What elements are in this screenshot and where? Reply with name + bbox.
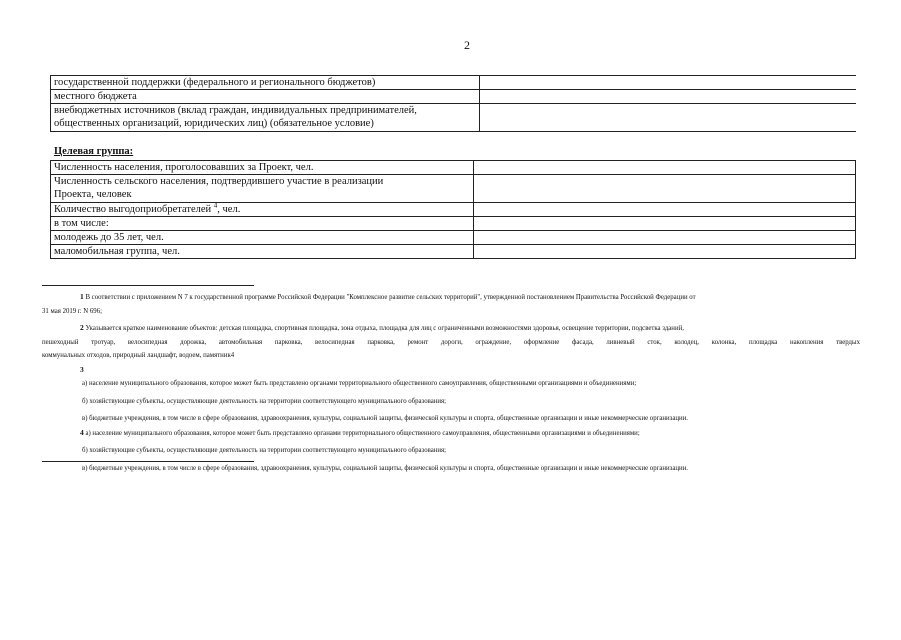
table-row bbox=[51, 245, 856, 259]
target-value[interactable] bbox=[474, 217, 856, 231]
target-value[interactable] bbox=[474, 231, 856, 245]
target-label-line: Численность сельского населения, подтвердившего участие в реализации bbox=[54, 176, 384, 187]
target-label: Численность населения, проголосовавших за Проект, чел. bbox=[51, 161, 474, 175]
page-number: 2 bbox=[464, 38, 470, 52]
target-value[interactable] bbox=[474, 203, 856, 217]
footnote-separator bbox=[42, 461, 254, 462]
funding-table bbox=[50, 75, 856, 132]
target-label bbox=[51, 175, 474, 203]
footnote-3 bbox=[42, 363, 860, 378]
footnote-1 bbox=[42, 290, 860, 305]
funding-label bbox=[51, 104, 480, 132]
table-row bbox=[51, 203, 856, 217]
target-label bbox=[51, 203, 474, 217]
footnote-mark: 4 bbox=[80, 427, 84, 437]
footnote-ref: 4 bbox=[213, 201, 218, 210]
table-row bbox=[51, 175, 856, 203]
funding-label: местного бюджета bbox=[51, 90, 480, 104]
target-value[interactable] bbox=[474, 161, 856, 175]
target-label-text: Количество выгодоприобретателей bbox=[54, 204, 214, 215]
footnote-mark: 2 bbox=[80, 323, 84, 332]
funding-value[interactable] bbox=[480, 104, 857, 132]
table-row bbox=[51, 90, 857, 104]
footnote-text: а) население муниципального образования, которое может быть представлено органами территориального общественного самоуправления, общественными организациями и объединениями; bbox=[85, 429, 640, 437]
target-label-line: Проекта, человек bbox=[54, 189, 132, 200]
target-value[interactable] bbox=[474, 245, 856, 259]
footnote-separator bbox=[42, 285, 254, 286]
table-row bbox=[51, 161, 856, 175]
target-group-title: Целевая группа: bbox=[54, 146, 134, 157]
footnote-text: В соответствии с приложением N 7 к государственной программе Российской Федерации "Комплексное развитие сельских территорий", утвержденной постановлением Правительства Российской Федерации от bbox=[85, 294, 696, 301]
target-value[interactable] bbox=[474, 175, 856, 203]
funding-label-line: общественных организаций, юридических лиц) (обязательное условие) bbox=[54, 118, 374, 129]
target-group-table bbox=[50, 160, 856, 259]
footnotes-block bbox=[42, 290, 860, 475]
footnote-text: в) бюджетные учреждения, в том числе в сфере образования, здравоохранения, культуры, социальной защиты, физической культуры и спорта, общественные организации и иные некоммерческие организации. bbox=[82, 464, 688, 472]
footnote-text: Указывается краткое наименование объектов: детская площадка, спортивная площадка, зона отдыха, площадка для лиц с ограниченными возможностями здоровья, освещение территории, подсветка зданий, bbox=[85, 325, 684, 332]
footnote-text: б) хозяйствующие субъекты, осуществляющие деятельность на территории соответствующего муниципального образования; bbox=[82, 397, 447, 405]
funding-value[interactable] bbox=[480, 76, 857, 90]
funding-label: государственной поддержки (федерального и регионального бюджетов) bbox=[51, 76, 480, 90]
footnote-text: коммунальных отходов, природный ландшафт, водоем, памятник4 bbox=[42, 352, 235, 359]
footnote-text: в) бюджетные учреждения, в том числе в сфере образования, здравоохранения, культуры, социальной защиты, физической культуры и спорта, общественные организации и иные некоммерческие организации. bbox=[82, 415, 688, 422]
target-label: молодежь до 35 лет, чел. bbox=[51, 231, 474, 245]
footnote-text: а) население муниципального образования, которое может быть представлено органами территориального общественного самоуправления, общественными организациями и объединениями; bbox=[82, 380, 637, 387]
footnote-text: 31 мая 2019 г. N 696; bbox=[42, 307, 102, 315]
table-row bbox=[51, 76, 857, 90]
funding-label-line: внебюджетных источников (вклад граждан, индивидуальных предпринимателей, bbox=[54, 105, 417, 116]
footnote-2 bbox=[42, 321, 860, 336]
target-label-text: , чел. bbox=[217, 204, 241, 215]
target-label: в том числе: bbox=[51, 217, 474, 231]
footnote-text: пешеходный тротуар, велосипедная дорожка, автомобильная парковка, велосипедная парковка, ремонт дороги, ограждение, оформление фасада, ливневый сток, колодец, колонка, площадка накопления твердых bbox=[42, 338, 860, 346]
table-row bbox=[51, 217, 856, 231]
footnote-mark: 1 bbox=[80, 292, 84, 301]
footnote-text: б) хозяйствующие субъекты, осуществляющие деятельность на территории соответствующего муниципального образования; bbox=[82, 447, 447, 454]
table-row bbox=[51, 104, 857, 132]
table-row bbox=[51, 231, 856, 245]
footnote-4 bbox=[42, 426, 860, 441]
funding-value[interactable] bbox=[480, 90, 857, 104]
target-label: маломобильная группа, чел. bbox=[51, 245, 474, 259]
footnote-mark: 3 bbox=[80, 364, 84, 374]
